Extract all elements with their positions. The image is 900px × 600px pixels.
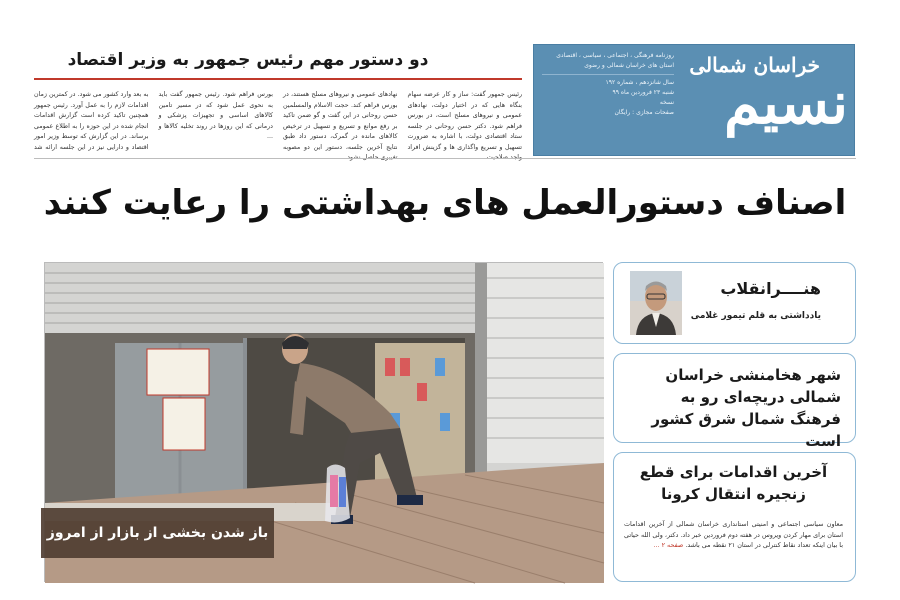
news-headline: آخرین اقدامات برای قطع زنجیره انتقال کرونا xyxy=(639,463,828,503)
top-teaser[interactable] xyxy=(34,44,522,80)
main-headline[interactable]: اصناف دستورالعمل های بهداشتی را رعایت کنند xyxy=(43,183,847,223)
teaser-columns xyxy=(34,90,522,161)
masthead-edition: نسخه xyxy=(659,99,674,106)
column-text: رئیس جمهور گفت: ساز و کار عرضه سهام بنگاه هایی که در اختیار دولت، نهادهای عمومی و نیروهای مسلح است، در بورس فراهم شود. دکتر حسن روحانی در جلسه ستاد اقتصادی دولت، با اشاره به ضرورت تسهیل و تسریع واگذاری ها و گزینش افراد واجد صلاحیت ... xyxy=(407,91,522,161)
news-body xyxy=(624,519,843,551)
news-box[interactable] xyxy=(613,452,856,582)
top-teaser-text: دو دستور مهم رئیس جمهور به وزیر اقتصاد xyxy=(67,50,429,70)
feature-box[interactable] xyxy=(613,353,856,450)
column-text: بورس فراهم شود. رئیس جمهور گفت باید به نحوی عمل شود که در مسیر تامین کالاهای اساسی و تجهیزات پزشکی و درمانی که این روزها در روند تخلیه کالاها و ... xyxy=(158,91,273,140)
masthead-issue: سال شانزدهم ، شماره ۱۹۲ xyxy=(605,79,674,86)
feature-headline: شهر هخامنشی خراسان شمالی دریچه‌ای رو به فرهنگ شمال شرق کشور است xyxy=(651,366,841,450)
author-photo-illustration xyxy=(630,271,682,335)
masthead-divider xyxy=(542,74,674,75)
header-divider xyxy=(34,158,856,159)
editorial-title: هنــــرانقلاب xyxy=(720,279,821,298)
masthead xyxy=(533,44,855,156)
column-text: نهادهای عمومی و نیروهای مسلح هستند، در بورس فراهم کند. حجت الاسلام والمسلمین حسن روحانی در این گفت و گو ضمن تاکید بر رفع موانع و تسریع و تسهیل در ترخیص کالاهای مانده در گمرک، دستور داد طبق نتایج آخرین جلسه، دستور این دو مصوبه تغییری حاصل نشود ... xyxy=(283,91,398,161)
editorial-byline: یادداشتی به قلم تیمور غلامی xyxy=(690,311,821,321)
editorial-box[interactable] xyxy=(613,262,856,344)
masthead-date: شنبه ۲۳ فروردین ماه ۹۹ xyxy=(612,89,674,96)
masthead-info xyxy=(542,51,674,118)
masthead-subtitle: روزنامه فرهنگی ، اجتماعی ، سیاسی ، اقتصادی xyxy=(556,52,674,59)
masthead-region: استان های خراسان شمالی و رضوی xyxy=(584,62,674,69)
logo-region-text: خراسان شمالی xyxy=(689,53,820,77)
masthead-pages: صفحات مجازی : رایگان xyxy=(614,109,674,116)
continue-link[interactable]: صفحه ۲ ... xyxy=(653,541,684,549)
newspaper-logo xyxy=(673,51,848,151)
column-text: به بعد وارد کشور می شود. در کمترین زمان اقدامات لازم را به عمل آورد. رئیس جمهور همچنین تاکید کرده است گزارش اقدامات انجام شده در این حوزه را به اطلاع عمومی برساند. در این گزارش که توسط وزیر امور اقتصاد و دارایی نیز در این جلسه ارائه شد ... xyxy=(34,91,149,161)
news-body-text: معاون سیاسی اجتماعی و امنیتی استانداری خراسان شمالی از آخرین اقدامات استان برای مهار کردن ویروس در هفته دوم فروردین خبر داد. دکتر، ولی الله حیاتی با بیان اینکه تعداد نقاط کنترلی در استان ۲۱ نقطه می باشد. xyxy=(624,520,843,549)
logo-title-text: نسیم xyxy=(724,69,848,137)
author-portrait xyxy=(630,271,682,335)
photo-caption: باز شدن بخشی از بازار از امروز xyxy=(41,508,274,558)
